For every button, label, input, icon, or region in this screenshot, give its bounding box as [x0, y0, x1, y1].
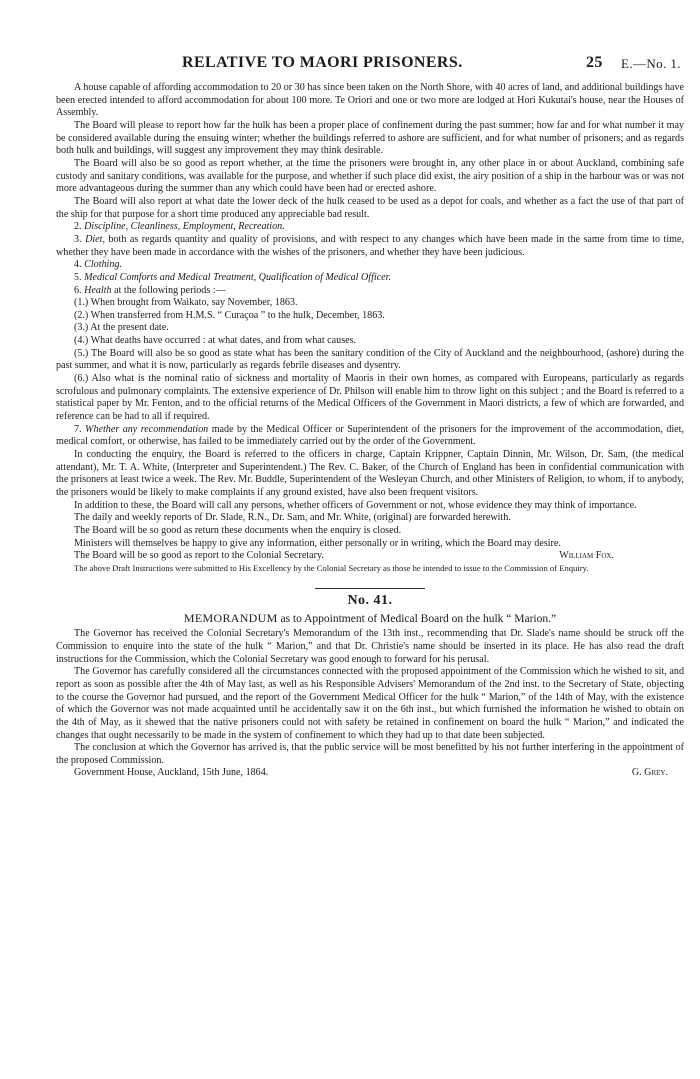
item-number: 4. — [74, 259, 82, 271]
paragraph: In conducting the enquiry, the Board is referred to the officers in charge, Captain Krippner, Captain Dinnin, Mr. Wilson, Dr. Sam, (the medical attendant), Mr. T. A. White, (Interpreter and Superintendent.) The Rev. C. Baker, of the Church of England has been in confidential communication with the prisoners at least twice a week. The Rev. Mr. Buddle, Superintendent of the Wesleyan Church, and other Ministers of Religion, to whom, if to anybody, the prisoners would be likely to make complaints if any ground existed, have also been frequent visitors. — [56, 449, 684, 498]
item-heading: Diet, — [85, 233, 105, 245]
paragraph: The daily and weekly reports of Dr. Slade, R.N., Dr. Sam, and Mr. White, (original) are forwarded herewith. — [74, 512, 511, 524]
paragraph: The Board will also report at what date the lower deck of the hulk ceased to be used as a depot for coals, and whether as a fact the use of that part of the ship for that purpose for a short time produced any appreciable bad result. — [56, 195, 684, 220]
item-heading: Discipline, Cleanliness, Employment, Recreation. — [84, 221, 285, 233]
section-divider — [315, 588, 425, 589]
footnote: The above Draft Instructions were submitted to His Excellency by the Colonial Secretary as those he intended to issue to the Commission of Enquiry. — [74, 562, 589, 573]
list-item — [56, 285, 684, 298]
item-number: 5. — [74, 271, 82, 283]
item-number: 7. — [74, 423, 82, 435]
paragraph: The Board will be so good as return these documents when the enquiry is closed. — [74, 524, 402, 536]
item-heading: Health — [84, 284, 112, 296]
list-item — [56, 221, 684, 234]
paragraph: The Board will please to report how far the hulk has been a proper place of confinement during the past summer; how far and for what number it may be considered available during the ensuing winter; whether the buildings referred to ashore are sufficient, and for what number of prisoners; and as regards both hulk and buildings, will suggest any improvement they may think desirable. — [56, 119, 684, 157]
paragraph: The conclusion at which the Governor has arrived is, that the public service will be most benefitted by his not further interfering in the appointment of the proposed Commission. — [56, 742, 684, 766]
paper-reference: E.—No. 1. — [621, 56, 681, 71]
sub-item: (3.) At the present date. — [74, 322, 169, 334]
memo-title — [56, 612, 684, 626]
paragraph: The Governor has carefully considered all the circumstances connected with the proposed appointment of the Commission which he wished to sit, and report as soon as possible after the 4th of May last, as well as his Responsible Advisers' Memorandum of the 2nd inst. to the Secretary of State, objecting to the course the Governor had pursued, and the report of the Government Medical Officer for the hulk “ Marion,” of the 14th of May, with the existence of which the Governor was not made acquainted until he accidentally saw it on the 6th inst., but which furnished the information he wished to obtain on the 4th of May, as it shewed that the native prisoners could not with safety be retained in confinement on board the hulk “ Marion,” and indicated the changes that ought necessarily to be made in the system of confinement to which they had up to that date been subjected. — [56, 666, 684, 741]
sub-item: (2.) When transferred from H.M.S. “ Curaçoa ” to the hulk, December, 1863. — [74, 309, 385, 321]
closing-line — [56, 550, 684, 563]
list-item — [56, 259, 684, 272]
list-item — [56, 424, 684, 449]
paragraph: Ministers will themselves be happy to give any information, either personally or in writing, which the Board may desire. — [74, 537, 561, 549]
document-page — [56, 54, 684, 780]
paragraph: The Governor has received the Colonial Secretary's Memorandum of the 13th inst., recommending that Dr. Slade's name should be struck off the Commission to enquire into the state of the hulk “ Marion,” and that Dr. Christie's name should be inserted in its place. He has also read the draft instructions for the Commission, which the Colonial Secretary was good enough to forward for his perusal. — [56, 628, 684, 665]
place-date: Government House, Auckland, 15th June, 1864. — [74, 767, 269, 779]
sub-item: (6.) Also what is the nominal ratio of sickness and mortality of Maoris in their own homes, as compared with Europeans, particularly as regards scrofulous and pulmonary complaints. The extensive experience of Dr. Philson will enable him to throw light on this subject ; and the Board is referred to a statistical paper by Mr. Fenton, and to the official returns of the Medical Officers of the Government in Maori districts, a few of which are forwarded, and reference can be had to all if required. — [56, 373, 684, 423]
signature: William Fox. — [559, 550, 614, 562]
document-number: No. 41. — [347, 592, 393, 608]
memo-title-rest: as to Appointment of Medical Board on the hulk “ Marion.” — [280, 612, 557, 625]
sub-item: (4.) What deaths have occurred : at what dates, and from what causes. — [74, 335, 357, 347]
running-title: RELATIVE TO MAORI PRISONERS. — [182, 54, 463, 71]
body-text — [56, 82, 684, 780]
signature: G. Grey. — [631, 767, 668, 779]
sub-item: (5.) The Board will also be so good as state what has been the sanitary condition of the City of Auckland and the neighbourhood, (ashore) during the past summer, and what it is now, particularly as regards febrile diseases and dysentry. — [56, 347, 684, 372]
item-number: 6. — [74, 284, 82, 296]
list-item — [56, 234, 684, 259]
page-header — [56, 54, 684, 78]
paragraph: A house capable of affording accommodation to 20 or 30 has since been taken on the North Shore, with 40 acres of land, and additional buildings have been erected intended to afford accommodation for about 100 more. Te Oriori and one or two more are lodged at Hori Kukutai's house, near the Houses of Assembly. — [56, 82, 684, 119]
paragraph: The Board will also be so good as report whether, at the time the prisoners were brought in, any other place in or about Auckland, combining safe custody and sanitary conditions, was available for the purpose, and whether if such place did exist, the airy position of a ship in the harbour was or was not more advantageous during the summer than any which could have been had or erected ashore. — [56, 157, 684, 195]
paragraph: In addition to these, the Board will call any persons, whether officers of Government or not, whose evidence they may think of importance. — [74, 499, 637, 511]
item-text: made by the Medical Officer or Superintendent of the prisoners for the improvement of the accommodation, diet, medical comfort, or otherwise, has failed to be immediately carried out by the order of the Government. — [56, 423, 684, 448]
item-number: 2. — [74, 221, 82, 233]
item-text: both as regards quantity and quality of provisions, and with respect to any changes which have been made in the same from time to time, whether they have been made in accordance with the wishes of the prisoners, and whether they have been judicious. — [56, 233, 684, 258]
item-text: at the following periods :— — [114, 284, 226, 296]
closing-line — [56, 767, 684, 780]
sub-item: (1.) When brought from Waikato, say November, 1863. — [74, 297, 298, 309]
item-number: 3. — [74, 233, 82, 245]
memo-title-caps: MEMORANDUM — [183, 610, 278, 625]
list-item — [56, 272, 684, 285]
item-heading: Whether any recommendation — [85, 423, 209, 435]
item-heading: Clothing. — [84, 259, 122, 271]
item-heading: Medical Comforts and Medical Treatment, Qualification of Medical Officer. — [84, 271, 391, 283]
page-number: 25 — [586, 54, 603, 71]
paragraph: The Board will be so good as report to the Colonial Secretary. — [74, 550, 324, 562]
